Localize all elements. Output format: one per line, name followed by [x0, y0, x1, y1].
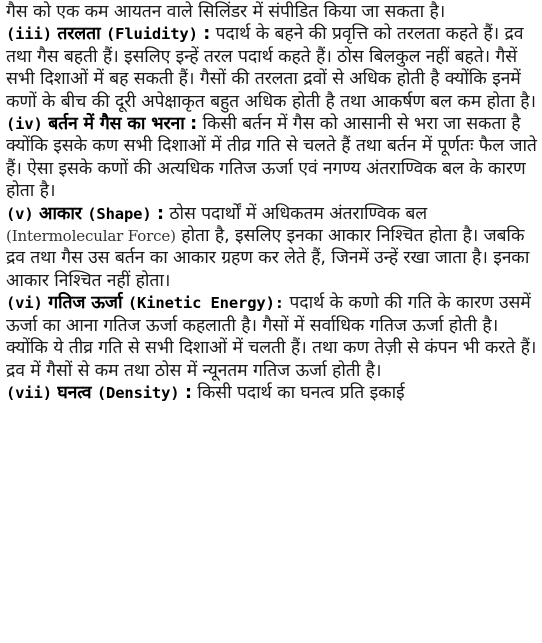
- section-body: किसी बर्तन में गैस को आसानी से भरा जा सकता है क्योंकि इसके कण सभी दिशाओं में तीव्र गति से चलते हैं तथा बर्तन में पूर्णतः फैल जाते हैं। ऐसा इसके कणों की अत्यधिक गतिज ऊर्जा एवं नगण्य अंतराण्विक बल के कारण होता है।: [6, 114, 537, 202]
- section-density: [6, 382, 538, 404]
- section-body-part-b: होता है, इसलिए इनका आकार निश्चित होता है। जबकि द्रव तथा गैस उस बर्तन का आकार ग्रहण कर लेते हैं, जिनमें उन्हें रखा जाता है। इनका आकार निश्चित नहीं होता।: [6, 226, 530, 291]
- section-heading: बर्तन में गैस का भरना: [48, 114, 185, 135]
- section-body-part-a: ठोस पदार्थों में अधिकतम अंतराण्विक बल: [169, 203, 428, 224]
- section-heading-english: (Kinetic Energy):: [127, 294, 284, 313]
- section-heading: घनत्व: [57, 382, 92, 403]
- section-heading-english: (Fluidity): [105, 25, 198, 44]
- section-body: पदार्थ के कणो की गति के कारण उसमें ऊर्जा का आना गतिज ऊर्जा कहलाती है। गैसों में सर्वाधिक गतिज ऊर्जा होती है। क्योंकि ये तीव्र गति से सभी दिशाओं में चलती हैं। तथा कण तेज़ी से कंपन भी करते हैं। द्रव में गैसों से कम तथा ठोस में न्यूनतम गतिज ऊर्जा होती है।: [6, 293, 537, 381]
- section-heading: तरलता: [57, 24, 101, 45]
- section-heading: गतिज ऊर्जा: [48, 293, 123, 314]
- section-shape: [6, 203, 538, 293]
- section-body: किसी पदार्थ का घनत्व प्रति इकाई: [197, 382, 405, 403]
- heading-separator: :: [190, 114, 198, 135]
- intro-paragraph: गैस को एक कम आयतन वाले सिलिंडर में संपीडित किया जा सकता है।: [6, 2, 446, 22]
- section-number: (v): [6, 204, 34, 223]
- section-heading: आकार: [39, 203, 82, 224]
- section-number: (vii): [6, 383, 52, 402]
- section-gas-filling: [6, 113, 538, 203]
- section-number: (vi): [6, 294, 43, 313]
- section-heading-english: (Density): [96, 383, 180, 402]
- section-number: (iv): [6, 115, 43, 134]
- document-page: [0, 1, 542, 404]
- heading-separator: :: [203, 24, 211, 45]
- section-fluidity: [6, 23, 538, 113]
- section-body: पदार्थ के बहने की प्रवृत्ति को तरलता कहते हैं। द्रव तथा गैस बहती हैं। इसलिए इन्हें तरल पदार्थ कहते हैं। ठोस बिलकुल नहीं बहते। गैसें सभी दिशाओं में बह सकती हैं। गैसों की तरलता द्रवों से अधिक होती है क्योंकि इनमें कणों के बीच की दूरी अपेक्षाकृत बहुत अधिक होती है तथा आकर्षण बल कम होता है।: [6, 24, 536, 112]
- section-heading-english: (Shape): [87, 204, 152, 223]
- inline-english-term: (Intermolecular Force): [6, 227, 176, 246]
- heading-separator: :: [184, 382, 192, 403]
- heading-separator: :: [156, 203, 164, 224]
- section-number: (iii): [6, 25, 52, 44]
- section-kinetic-energy: [6, 292, 538, 382]
